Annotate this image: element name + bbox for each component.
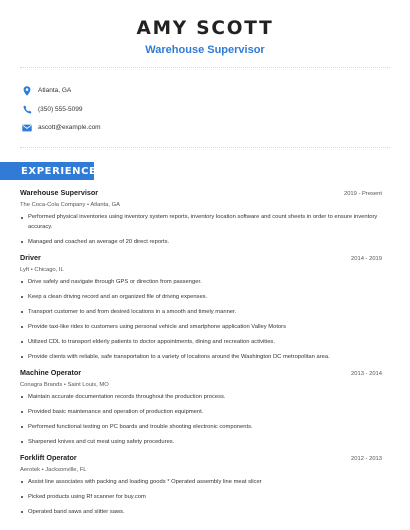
bullet-item: Operated band saws and slitter saws. [20,508,382,518]
bullet-item: Performed functional testing on PC boards and trouble shooting electronic components. [20,423,382,433]
bullet-item: Provide taxi-like rides to customers using personal vehicle and smartphone application Valley Motors [20,323,382,333]
contact-location [22,82,382,100]
bullet-item: Maintain accurate documentation records throughout the production process. [20,393,382,403]
bullet-item: Keep a clean driving record and an organized file of driving expenses. [20,293,382,303]
job-entry [20,253,382,363]
job-dates: 2013 - 2014 [351,370,382,377]
bullet-item: Managed and coached an average of 20 direct reports. [20,238,382,248]
job-bullets [20,478,382,518]
job-entry [20,453,382,518]
job-header [20,253,382,265]
candidate-name: AMY SCOTT [136,18,274,39]
header-divider [20,67,390,68]
contact-divider [20,147,390,148]
experience-heading-text: EXPERIENCE [21,165,97,177]
bullet-item: Utilized CDL to transport elderly patients to doctor appointments, dining and recreation activities. [20,338,382,348]
experience-section-heading [0,162,97,180]
job-entry [20,188,382,247]
candidate-role: Warehouse Supervisor [145,44,265,56]
job-entry [20,368,382,448]
job-header [20,188,382,200]
bullet-item: Provide clients with reliable, safe transportation to a variety of locations around the Washington DC metropolitan area. [20,353,382,363]
contact-list [22,82,382,137]
bullet-item: Picked products using Rf scanner for buy.com [20,493,382,503]
job-bullets [20,278,382,363]
job-dates: 2019 - Present [343,191,382,197]
job-bullets [20,393,382,448]
bullet-item: Drive safely and navigate through GPS or direction from passenger. [20,278,382,288]
contact-location-text: Atlanta, GA [38,87,72,94]
job-header [20,453,382,465]
bullet-item: Sharpened knives and cut meat using safety procedures. [20,438,382,448]
job-title: Warehouse Supervisor [20,188,99,197]
experience-list [20,188,382,523]
job-dates: 2014 - 2019 [351,255,382,262]
contact-email [22,119,382,137]
job-bullets [20,213,382,247]
job-company: Lyft • Chicago, IL [20,266,64,273]
bullet-item: Provided basic maintenance and operation of production equipment. [20,408,382,418]
job-title: Forklift Operator [20,452,77,462]
bullet-item: Transport customer to and from desired locations in a smooth and timely manner. [20,308,382,318]
contact-email-text: ascott@example.com [38,124,101,131]
job-company: Conagra Brands • Saint Louis, MO [20,381,109,388]
email-icon [22,122,32,134]
phone-icon [22,104,32,116]
job-company: The Coca-Cola Company • Atlanta, GA [20,202,120,208]
location-pin-icon [22,85,32,97]
resume-header [0,18,410,57]
contact-phone [22,101,382,119]
job-header [20,368,382,380]
job-dates: 2012 - 2013 [351,455,382,462]
contact-phone-text: (350) 555-5099 [38,105,83,113]
job-title: Driver [20,252,41,262]
bullet-item: Assist line associates with packing and loading goods * Operated assembly line meat slicer [20,478,382,488]
bullet-item: Performed physical inventories using inventory system reports, inventory location software and count sheets in order to ensure inventory accuracy. [20,213,382,232]
job-title: Machine Operator [20,367,82,377]
job-company: Aerotek • Jacksonville, FL [20,466,87,473]
